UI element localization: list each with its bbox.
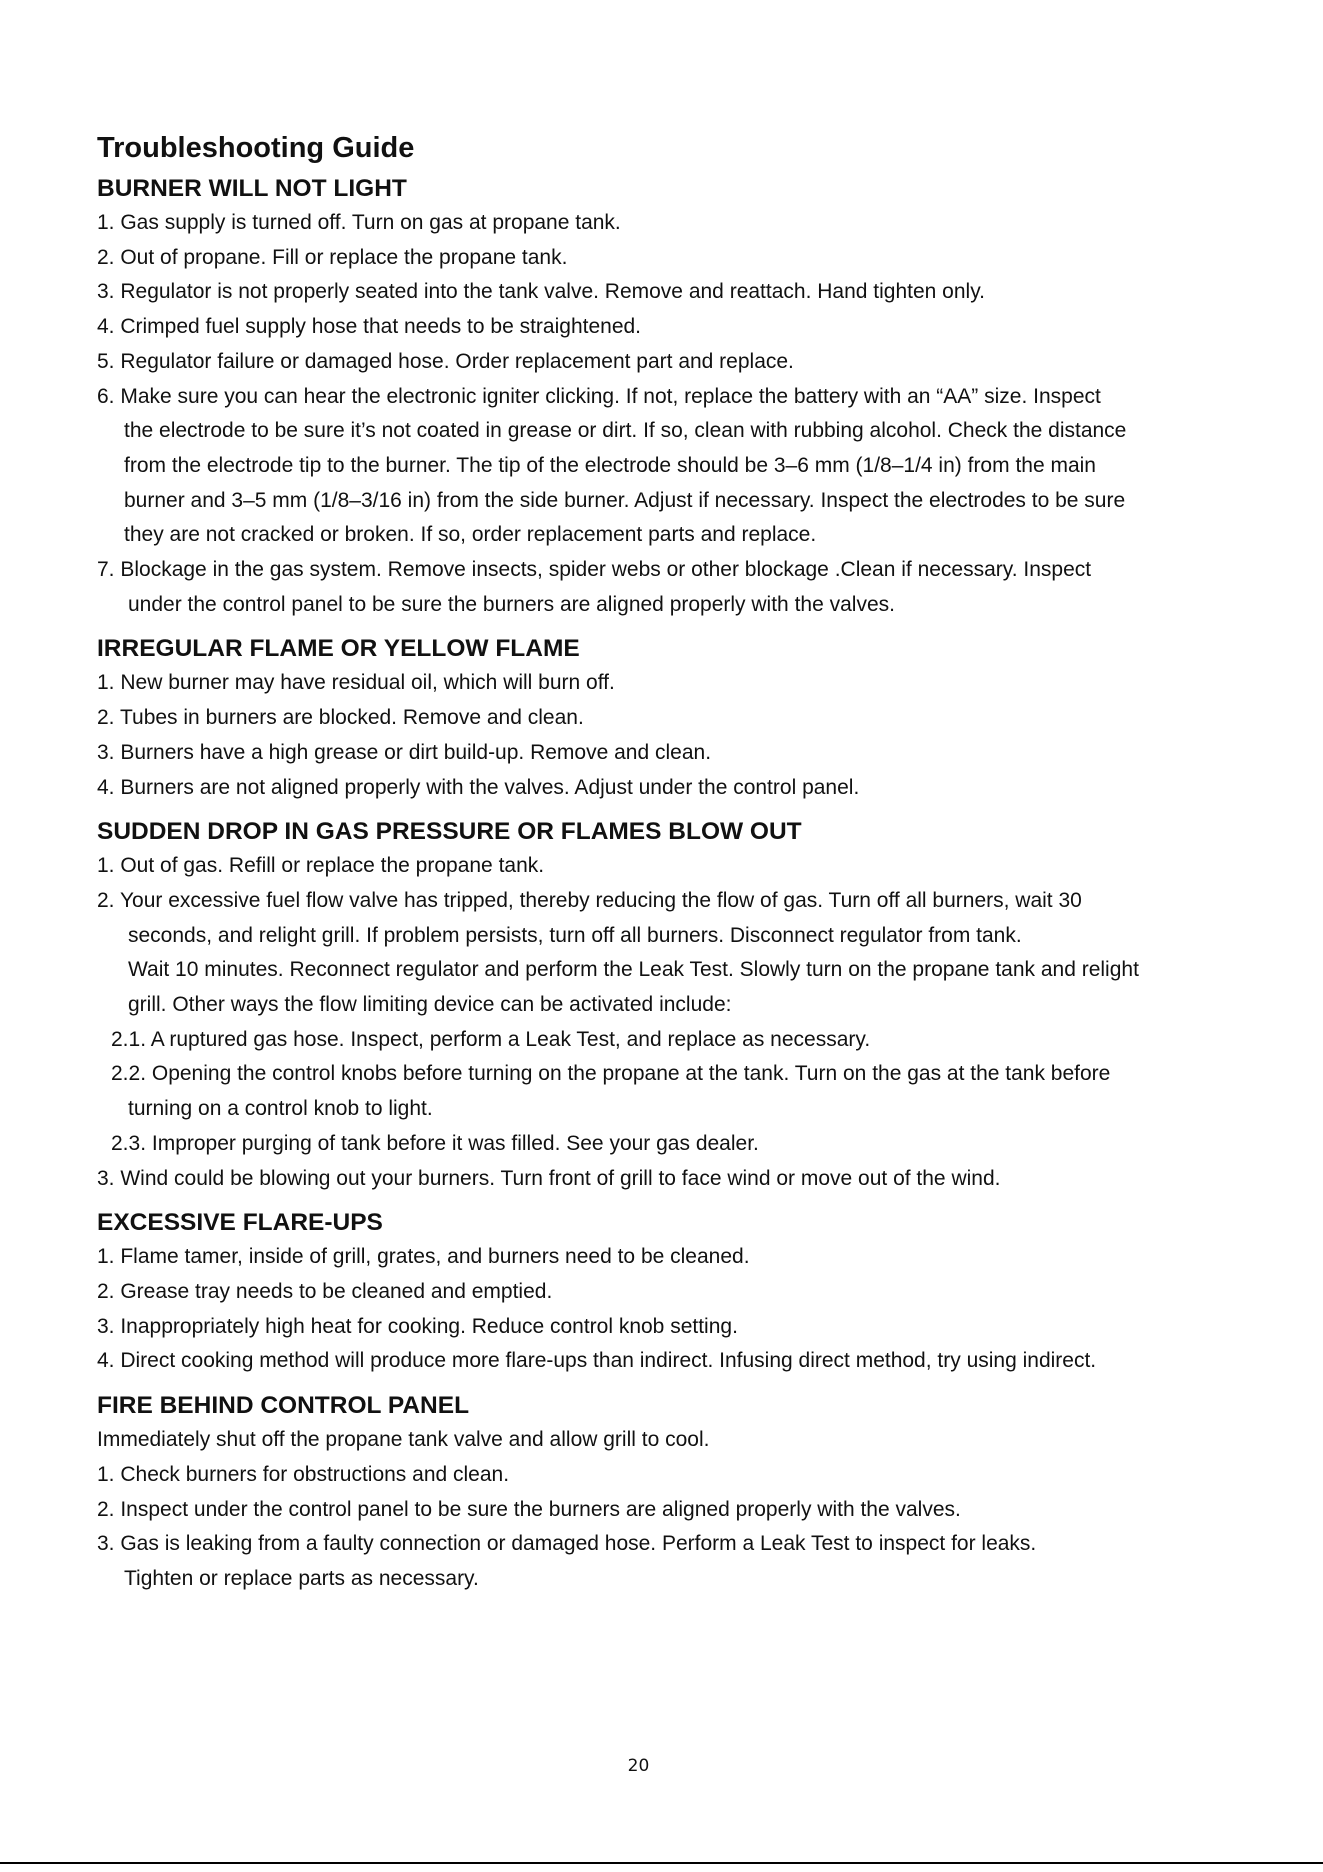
- list-item-continuation: turning on a control knob to light.: [128, 1097, 433, 1121]
- list-item: 2. Out of propane. Fill or replace the propane tank.: [97, 245, 568, 269]
- list-item-continuation: the electrode to be sure it’s not coated in grease or dirt. If so, clean with rubbing alcohol. Check the distance: [124, 419, 1127, 443]
- list-item: 2. Your excessive fuel flow valve has tripped, thereby reducing the flow of gas. Turn off all burners, wait 30: [97, 888, 1082, 912]
- list-item: 3. Wind could be blowing out your burners. Turn front of grill to face wind or move out of the wind.: [97, 1166, 1001, 1190]
- section-intro: Immediately shut off the propane tank valve and allow grill to cool.: [97, 1428, 710, 1452]
- list-item-continuation: grill. Other ways the flow limiting device can be activated include:: [128, 993, 732, 1017]
- section-heading: FIRE BEHIND CONTROL PANEL: [97, 1392, 470, 1420]
- list-item: 6. Make sure you can hear the electronic igniter clicking. If not, replace the battery with an “AA” size. Inspect: [97, 384, 1101, 408]
- section-sudden-drop-in-gas-pressure: [97, 815, 1257, 1196]
- list-item-continuation: seconds, and relight grill. If problem persists, turn off all burners. Disconnect regulator from tank.: [128, 923, 1022, 947]
- list-item: 1. Out of gas. Refill or replace the propane tank.: [97, 854, 545, 878]
- list-item: 4. Burners are not aligned properly with the valves. Adjust under the control panel.: [97, 775, 860, 799]
- section-heading: BURNER WILL NOT LIGHT: [97, 175, 407, 202]
- section-fire-behind-control-panel: [97, 1389, 1257, 1597]
- section-heading: SUDDEN DROP IN GAS PRESSURE OR FLAMES BLOW OUT: [97, 818, 802, 846]
- list-item-continuation: Tighten or replace parts as necessary.: [124, 1566, 479, 1590]
- section-burner-will-not-light: [97, 172, 1257, 622]
- list-item: 3. Regulator is not properly seated into the tank valve. Remove and reattach. Hand tighten only.: [97, 280, 985, 304]
- document-page: [97, 128, 1257, 1597]
- list-item: 2. Inspect under the control panel to be sure the burners are aligned properly with the valves.: [97, 1497, 961, 1521]
- list-item: 3. Inappropriately high heat for cooking. Reduce control knob setting.: [97, 1314, 738, 1338]
- list-item-continuation: they are not cracked or broken. If so, order replacement parts and replace.: [124, 523, 817, 547]
- list-item: 4. Crimped fuel supply hose that needs to be straightened.: [97, 315, 642, 339]
- list-item-continuation: under the control panel to be sure the burners are aligned properly with the valves.: [128, 592, 895, 616]
- section-heading: EXCESSIVE FLARE-UPS: [97, 1209, 383, 1237]
- list-item: 3. Burners have a high grease or dirt build-up. Remove and clean.: [97, 740, 712, 764]
- list-item-continuation: burner and 3–5 mm (1/8–3/16 in) from the side burner. Adjust if necessary. Inspect the electrodes to be sure: [124, 488, 1126, 512]
- list-item: 1. Check burners for obstructions and clean.: [97, 1462, 510, 1486]
- section-irregular-flame: [97, 632, 1257, 805]
- list-item: 3. Gas is leaking from a faulty connection or damaged hose. Perform a Leak Test to inspect for leaks.: [97, 1532, 1037, 1556]
- list-item: 2. Tubes in burners are blocked. Remove and clean.: [97, 706, 584, 730]
- list-item: 4. Direct cooking method will produce more flare-ups than indirect. Infusing direct method, try using indirect.: [97, 1349, 1097, 1373]
- list-item-continuation: Wait 10 minutes. Reconnect regulator and perform the Leak Test. Slowly turn on the propane tank and relight: [128, 958, 1139, 982]
- sub-list-item: 2.3. Improper purging of tank before it was filled. See your gas dealer.: [111, 1131, 759, 1155]
- list-item: 1. New burner may have residual oil, which will burn off.: [97, 671, 615, 695]
- list-item: 1. Gas supply is turned off. Turn on gas at propane tank.: [97, 211, 621, 234]
- list-item: 5. Regulator failure or damaged hose. Order replacement part and replace.: [97, 349, 794, 373]
- bottom-divider: [0, 1862, 1323, 1864]
- page-title: Troubleshooting Guide: [97, 132, 415, 164]
- list-item: 7. Blockage in the gas system. Remove insects, spider webs or other blockage .Clean if necessary. Inspect: [97, 558, 1092, 582]
- list-item-continuation: from the electrode tip to the burner. The tip of the electrode should be 3–6 mm (1/8–1/4 in) from the main: [124, 453, 1096, 477]
- section-excessive-flare-ups: [97, 1206, 1257, 1379]
- page-number: 20: [627, 1756, 650, 1776]
- list-item: 2. Grease tray needs to be cleaned and emptied.: [97, 1279, 553, 1303]
- list-item: 1. Flame tamer, inside of grill, grates, and burners need to be cleaned.: [97, 1245, 750, 1269]
- sub-list-item: 2.2. Opening the control knobs before turning on the propane at the tank. Turn on the gas at the tank before: [111, 1062, 1111, 1086]
- section-heading: IRREGULAR FLAME OR YELLOW FLAME: [97, 635, 580, 663]
- sub-list-item: 2.1. A ruptured gas hose. Inspect, perform a Leak Test, and replace as necessary.: [111, 1027, 871, 1051]
